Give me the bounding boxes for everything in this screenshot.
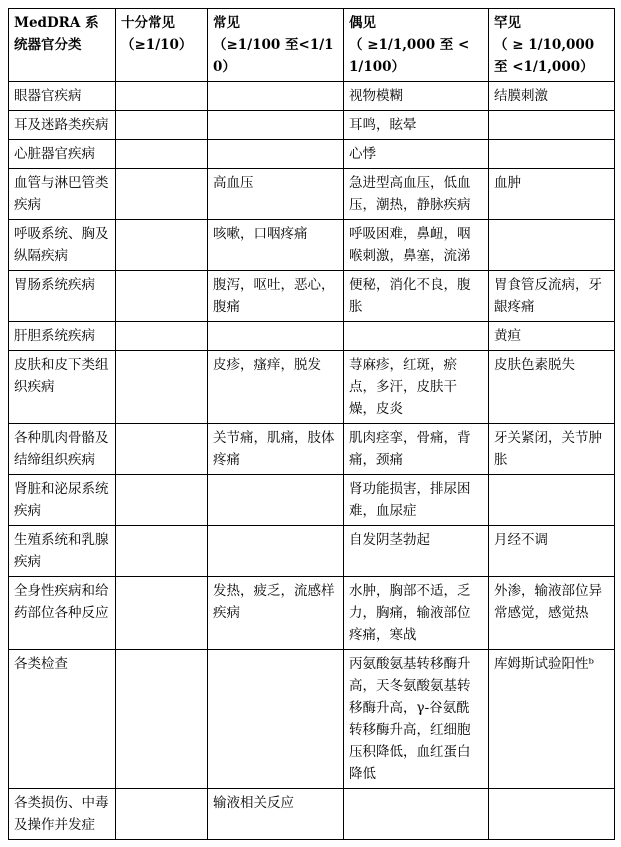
header-uncommon <box>344 9 489 82</box>
common-cell <box>208 650 344 789</box>
very-common-cell <box>116 424 208 475</box>
adverse-reactions-table <box>8 8 615 840</box>
header-uncommon-freq: （ ≥1/1,000 至 <1/100） <box>349 37 470 75</box>
header-rare <box>489 9 615 82</box>
soc-cell: 各类检查 <box>9 650 116 789</box>
soc-cell: 肝胆系统疾病 <box>9 322 116 351</box>
soc-cell: 胃肠系统疾病 <box>9 271 116 322</box>
rare-cell: 胃食管反流病，牙龈疼痛 <box>489 271 615 322</box>
common-cell: 咳嗽，口咽疼痛 <box>208 220 344 271</box>
header-common-freq: （≥1/100 至<1/10） <box>213 37 334 75</box>
uncommon-cell <box>344 789 489 840</box>
rare-cell: 结膜刺激 <box>489 82 615 111</box>
uncommon-cell: 耳鸣，眩晕 <box>344 111 489 140</box>
common-cell: 发热，疲乏，流感样疾病 <box>208 577 344 650</box>
rare-cell: 黄疸 <box>489 322 615 351</box>
table-row <box>9 424 615 475</box>
header-very-common <box>116 9 208 82</box>
common-cell: 输液相关反应 <box>208 789 344 840</box>
rare-cell: 库姆斯试验阳性ᵇ <box>489 650 615 789</box>
header-rare-title: 罕见 <box>494 15 521 31</box>
very-common-cell <box>116 220 208 271</box>
soc-cell: 血管与淋巴管类疾病 <box>9 169 116 220</box>
uncommon-cell: 荨麻疹，红斑，瘀点，多汗，皮肤干燥，皮炎 <box>344 351 489 424</box>
header-rare-freq: （ ≥ 1/10,000 至 <1/1,000） <box>494 37 595 75</box>
very-common-cell <box>116 577 208 650</box>
soc-cell: 生殖系统和乳腺疾病 <box>9 526 116 577</box>
rare-cell: 血肿 <box>489 169 615 220</box>
table-row <box>9 351 615 424</box>
soc-cell: 肾脏和泌尿系统疾病 <box>9 475 116 526</box>
header-uncommon-title: 偶见 <box>349 15 376 31</box>
header-soc <box>9 9 116 82</box>
common-cell: 关节痛，肌痛，肢体疼痛 <box>208 424 344 475</box>
common-cell <box>208 82 344 111</box>
soc-cell: 呼吸系统、胸及纵隔疾病 <box>9 220 116 271</box>
rare-cell: 皮肤色素脱失 <box>489 351 615 424</box>
common-cell <box>208 475 344 526</box>
very-common-cell <box>116 789 208 840</box>
header-very-common-title: 十分常见 <box>121 15 175 31</box>
table-row <box>9 650 615 789</box>
uncommon-cell: 心悸 <box>344 140 489 169</box>
rare-cell <box>489 475 615 526</box>
soc-cell: 全身性疾病和给药部位各种反应 <box>9 577 116 650</box>
very-common-cell <box>116 271 208 322</box>
rare-cell: 外渗，输液部位异常感觉，感觉热 <box>489 577 615 650</box>
uncommon-cell: 丙氨酸氨基转移酶升高，天冬氨酸氨基转移酶升高，γ-谷氨酰转移酶升高，红细胞压积降低，血红蛋白降低 <box>344 650 489 789</box>
common-cell <box>208 111 344 140</box>
very-common-cell <box>116 169 208 220</box>
table-body <box>9 82 615 840</box>
uncommon-cell: 水肿，胸部不适，乏力，胸痛，输液部位疼痛，寒战 <box>344 577 489 650</box>
soc-cell: 皮肤和皮下类组织疾病 <box>9 351 116 424</box>
common-cell <box>208 322 344 351</box>
soc-cell: 心脏器官疾病 <box>9 140 116 169</box>
table-row <box>9 140 615 169</box>
common-cell: 高血压 <box>208 169 344 220</box>
table-header-row <box>9 9 615 82</box>
common-cell <box>208 526 344 577</box>
uncommon-cell: 自发阴茎勃起 <box>344 526 489 577</box>
rare-cell <box>489 220 615 271</box>
header-common-title: 常见 <box>213 15 240 31</box>
very-common-cell <box>116 140 208 169</box>
very-common-cell <box>116 475 208 526</box>
very-common-cell <box>116 351 208 424</box>
table-row <box>9 526 615 577</box>
very-common-cell <box>116 650 208 789</box>
table-row <box>9 169 615 220</box>
table-row <box>9 577 615 650</box>
table-row <box>9 271 615 322</box>
rare-cell: 牙关紧闭，关节肿胀 <box>489 424 615 475</box>
header-very-common-freq: （≥1/10） <box>121 37 193 53</box>
soc-cell: 各种肌肉骨骼及结缔组织疾病 <box>9 424 116 475</box>
header-common <box>208 9 344 82</box>
very-common-cell <box>116 111 208 140</box>
rare-cell <box>489 789 615 840</box>
soc-cell: 各类损伤、中毒及操作并发症 <box>9 789 116 840</box>
rare-cell <box>489 140 615 169</box>
uncommon-cell: 视物模糊 <box>344 82 489 111</box>
uncommon-cell: 便秘，消化不良，腹胀 <box>344 271 489 322</box>
table-row <box>9 789 615 840</box>
uncommon-cell <box>344 322 489 351</box>
uncommon-cell: 肾功能损害，排尿困难，血尿症 <box>344 475 489 526</box>
rare-cell <box>489 111 615 140</box>
uncommon-cell: 肌肉痉挛，骨痛，背痛，颈痛 <box>344 424 489 475</box>
table-row <box>9 220 615 271</box>
common-cell: 皮疹，瘙痒，脱发 <box>208 351 344 424</box>
header-soc-title: MedDRA 系统器官分类 <box>14 15 99 53</box>
table-row <box>9 82 615 111</box>
table-row <box>9 111 615 140</box>
very-common-cell <box>116 526 208 577</box>
uncommon-cell: 呼吸困难，鼻衄，咽喉刺激，鼻塞，流涕 <box>344 220 489 271</box>
table-row <box>9 475 615 526</box>
very-common-cell <box>116 322 208 351</box>
common-cell: 腹泻，呕吐，恶心，腹痛 <box>208 271 344 322</box>
rare-cell: 月经不调 <box>489 526 615 577</box>
table-row <box>9 322 615 351</box>
common-cell <box>208 140 344 169</box>
soc-cell: 耳及迷路类疾病 <box>9 111 116 140</box>
soc-cell: 眼器官疾病 <box>9 82 116 111</box>
very-common-cell <box>116 82 208 111</box>
uncommon-cell: 急进型高血压，低血压，潮热，静脉疾病 <box>344 169 489 220</box>
